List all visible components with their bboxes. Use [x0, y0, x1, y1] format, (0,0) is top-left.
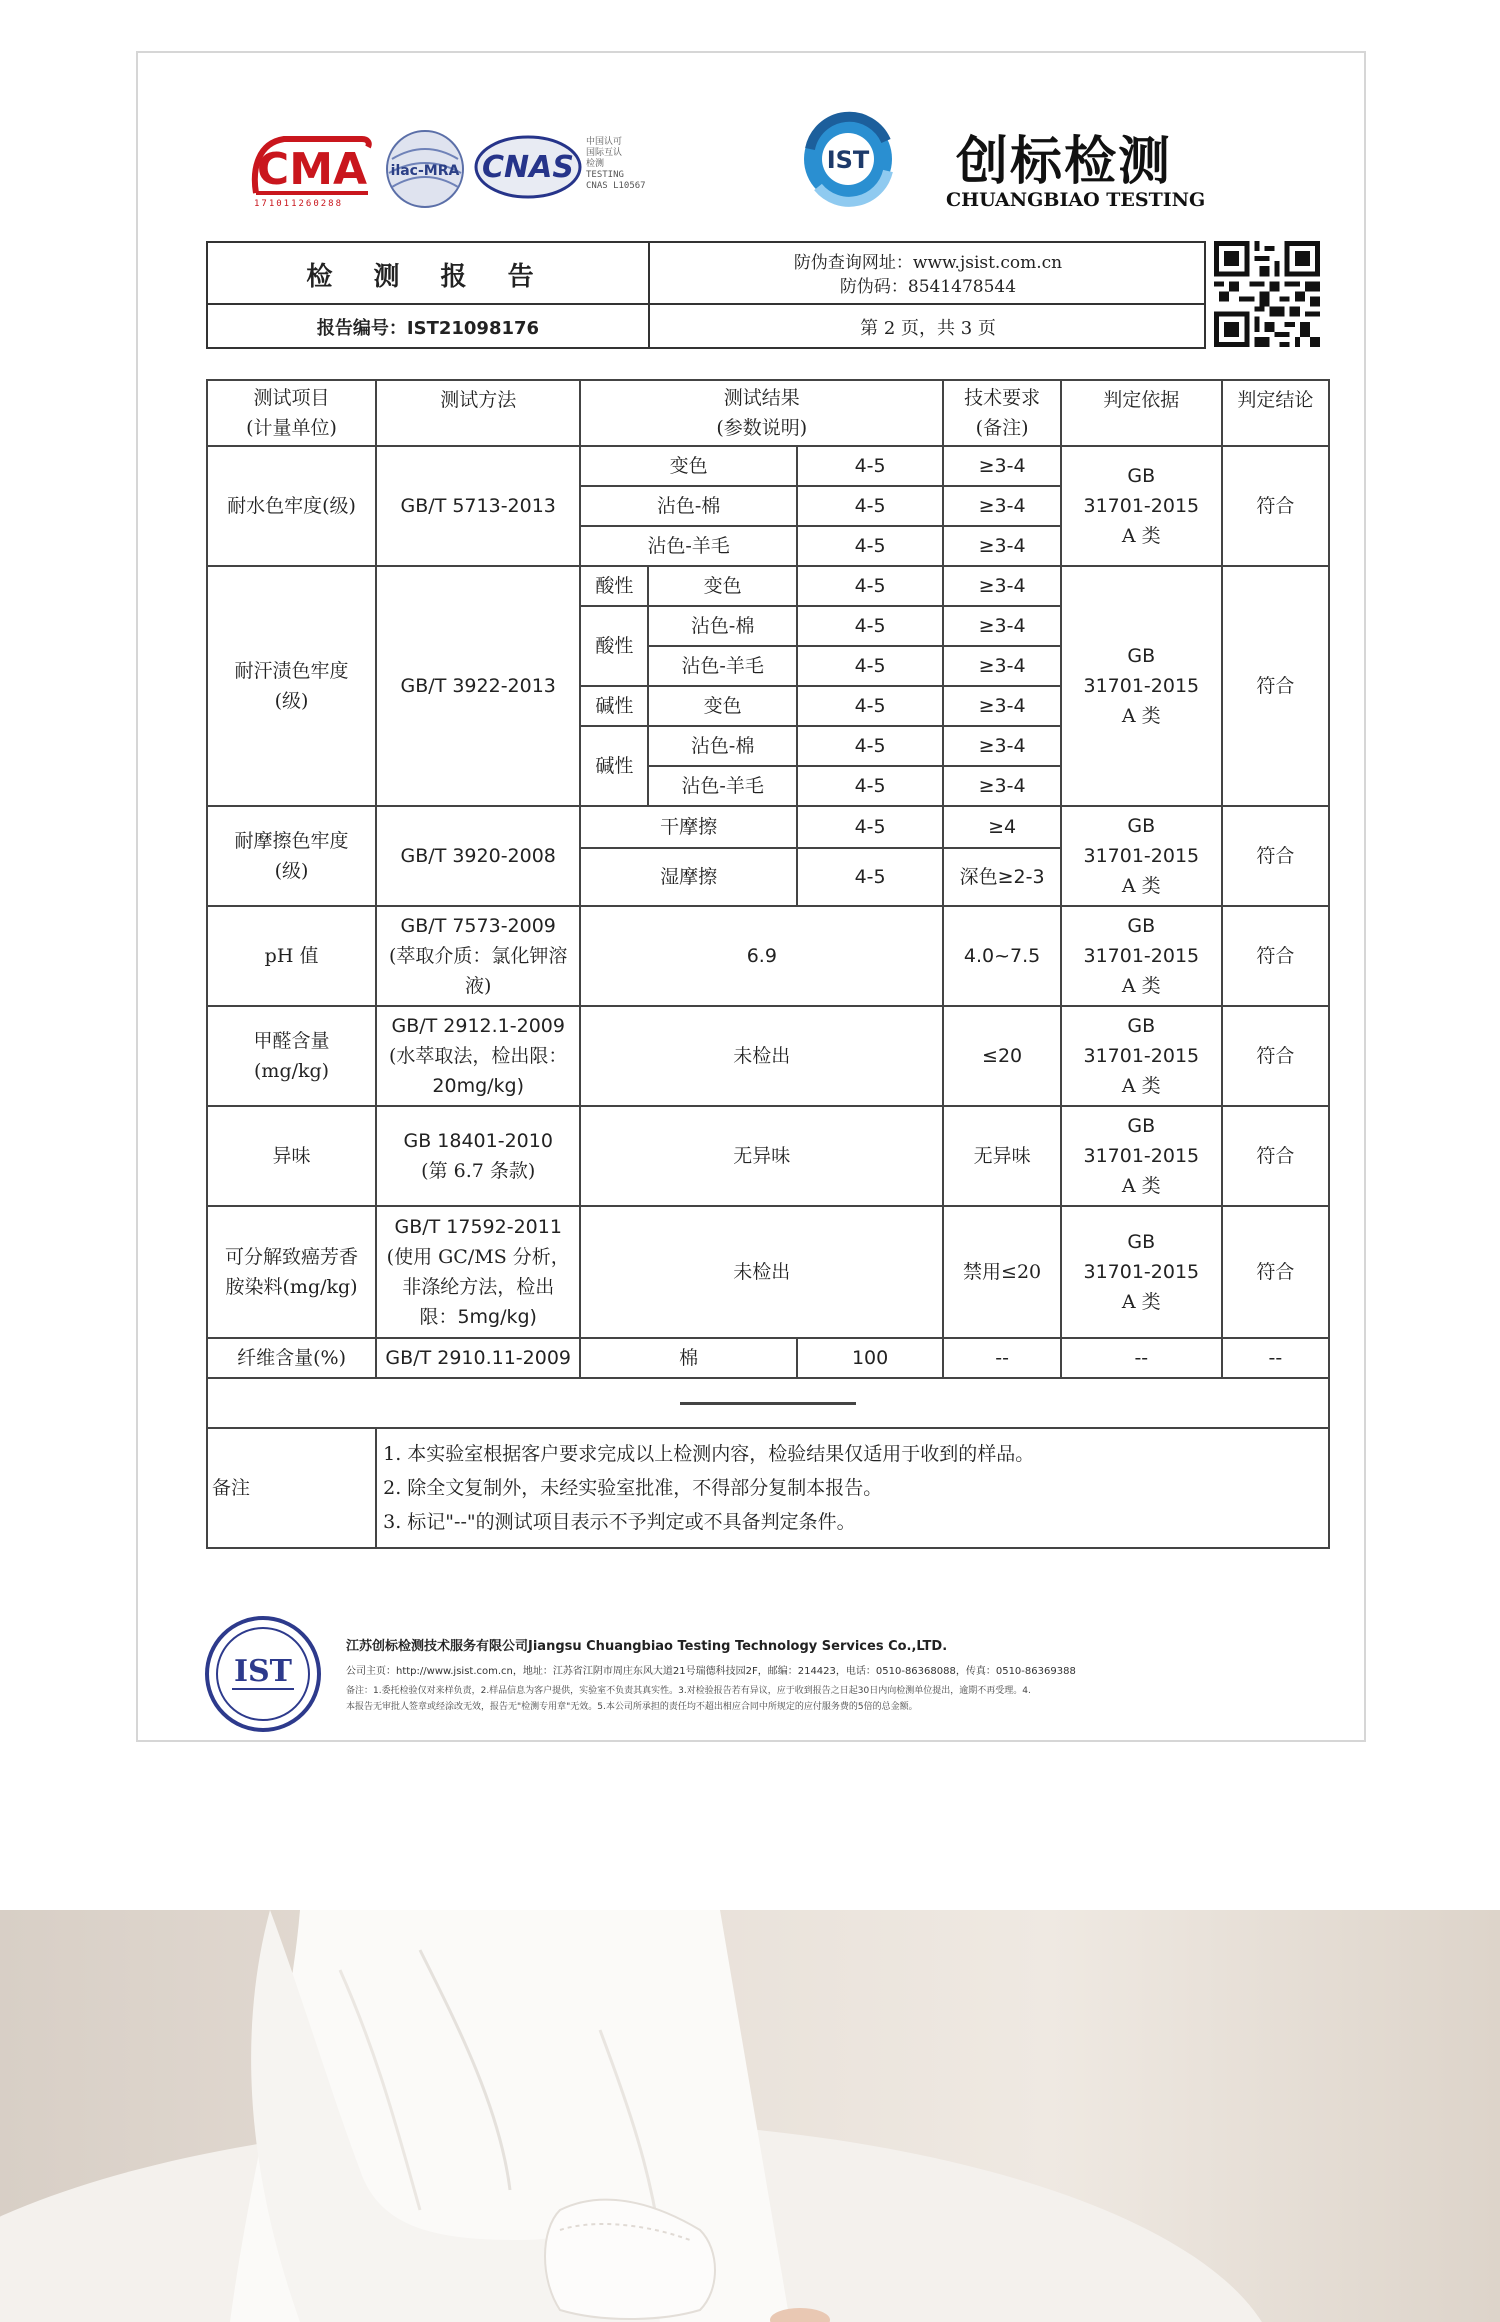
- requirement-cell: ≥3-4: [943, 726, 1061, 766]
- col-basis: 判定依据: [1061, 380, 1222, 446]
- result-name: 变色: [648, 686, 797, 726]
- note-item: 1. 本实验室根据客户要求完成以上检测内容，检验结果仅适用于收到的样品。: [383, 1443, 1035, 1465]
- requirement-cell: --: [943, 1338, 1061, 1378]
- result-value: 未检出: [580, 1006, 943, 1106]
- basis-cell: GB 31701-2015 A 类: [1061, 566, 1222, 806]
- table-row: [207, 806, 1329, 848]
- method-cell: GB/T 17592-2011 (使用 GC/MS 分析， 非涤纶方法，检出 限：5mg/kg): [376, 1206, 580, 1338]
- result-name: 变色: [648, 566, 797, 606]
- requirement-cell: ≥4: [943, 806, 1061, 848]
- result-value: 无异味: [580, 1106, 943, 1206]
- method-cell: GB/T 5713-2013: [376, 446, 580, 566]
- result-value: 4-5: [797, 566, 943, 606]
- table-row: [207, 446, 1329, 486]
- end-of-results-line: [207, 1378, 1329, 1428]
- page-indicator: 第 2 页，共 3 页: [860, 318, 996, 339]
- footer-info: [346, 1635, 1356, 1715]
- cma-logo: [250, 129, 374, 209]
- conclusion-cell: 符合: [1222, 1106, 1329, 1206]
- result-name: 湿摩擦: [580, 848, 797, 906]
- requirement-cell: ≥3-4: [943, 606, 1061, 646]
- col-conclusion: 判定结论: [1222, 380, 1329, 446]
- table-row: [207, 1206, 1329, 1338]
- col-method: 测试方法: [376, 380, 580, 446]
- notes-label: 备注: [207, 1428, 376, 1548]
- anti-fake-info: [650, 247, 1206, 303]
- requirement-cell: ≥3-4: [943, 446, 1061, 486]
- requirement-cell: ≥3-4: [943, 766, 1061, 806]
- result-name: 沾色-棉: [648, 726, 797, 766]
- result-value: 4-5: [797, 486, 943, 526]
- item-cell: 可分解致癌芳香 胺染料(mg/kg): [207, 1206, 376, 1338]
- anti-fake-code: 防伪码：8541478544: [839, 277, 1017, 297]
- alkali-label: 碱性: [580, 726, 648, 806]
- result-name: 干摩擦: [580, 806, 797, 848]
- report-title: 检 测 报 告: [306, 261, 550, 292]
- requirement-cell: ≥3-4: [943, 646, 1061, 686]
- result-value: 4-5: [797, 806, 943, 848]
- requirement-cell: ≥3-4: [943, 566, 1061, 606]
- table-row: [207, 1006, 1329, 1106]
- conclusion-cell: 符合: [1222, 566, 1329, 806]
- conclusion-cell: 符合: [1222, 446, 1329, 566]
- cnas-logo: [474, 133, 582, 201]
- product-photo: [0, 1910, 1500, 2322]
- report-number: 报告编号：IST21098176: [316, 318, 540, 339]
- svg-text:CNAS: CNAS: [482, 150, 574, 185]
- result-value: 4-5: [797, 766, 943, 806]
- notes-content: [376, 1428, 1329, 1548]
- result-name: 沾色-羊毛: [580, 526, 797, 566]
- acid-label: 酸性: [580, 606, 648, 686]
- method-cell: GB/T 3920-2008: [376, 806, 580, 906]
- results-table: [206, 379, 1330, 1549]
- conclusion-cell: 符合: [1222, 906, 1329, 1006]
- basis-cell: --: [1061, 1338, 1222, 1378]
- acid-label: 酸性: [580, 566, 648, 606]
- conclusion-cell: 符合: [1222, 1206, 1329, 1338]
- company-name: 江苏创标检测技术服务有限公司Jiangsu Chuangbiao Testing Technology Services Co.,LTD.: [346, 1639, 948, 1654]
- company-address: 公司主页：http://www.jsist.com.cn，地址：江苏省江阴市周庄东风大道21号瑞德科技园2F，邮编：214423，电话：0510-86368088，传真：0510-86369388: [346, 1666, 1076, 1677]
- header-row: [207, 380, 1329, 446]
- result-value: 4-5: [797, 726, 943, 766]
- col-requirement: 技术要求 (备注): [943, 380, 1061, 446]
- report-title-box: [206, 241, 1206, 349]
- result-name: 棉: [580, 1338, 797, 1378]
- table-row: [207, 1338, 1329, 1378]
- item-cell: pH 值: [207, 906, 376, 1006]
- end-line: [680, 1402, 856, 1405]
- item-cell: 耐汗渍色牢度 (级): [207, 566, 376, 806]
- conclusion-cell: 符合: [1222, 806, 1329, 906]
- report-header: [138, 53, 1364, 233]
- table-row: [207, 906, 1329, 1006]
- basis-cell: GB 31701-2015 A 类: [1061, 906, 1222, 1006]
- result-value: 100: [797, 1338, 943, 1378]
- method-cell: GB/T 2912.1-2009 (水萃取法，检出限： 20mg/kg): [376, 1006, 580, 1106]
- method-cell: GB 18401-2010 (第 6.7 条款): [376, 1106, 580, 1206]
- svg-text:ilac-MRA: ilac-MRA: [390, 163, 460, 179]
- basis-cell: GB 31701-2015 A 类: [1061, 806, 1222, 906]
- brand-name-en: CHUANGBIAO TESTING: [946, 189, 1206, 211]
- method-cell: GB/T 2910.11-2009: [376, 1338, 580, 1378]
- result-value: 4-5: [797, 526, 943, 566]
- ist-seal-logo: [204, 1615, 322, 1733]
- item-cell: 甲醛含量 (mg/kg): [207, 1006, 376, 1106]
- basis-cell: GB 31701-2015 A 类: [1061, 446, 1222, 566]
- col-result: 测试结果 (参数说明): [580, 380, 943, 446]
- table-row: [207, 1106, 1329, 1206]
- footer-remark: 本报告无审批人签章或经涂改无效，报告无"检测专用章"无效。5.本公司所承担的责任均不超出相应合同中所规定的应付服务费的5倍的总金额。: [346, 1702, 918, 1712]
- result-value: 4-5: [797, 446, 943, 486]
- alkali-label: 碱性: [580, 686, 648, 726]
- basis-cell: GB 31701-2015 A 类: [1061, 1206, 1222, 1338]
- brand-name-cn: 创标检测: [956, 132, 1173, 192]
- method-cell: GB/T 3922-2013: [376, 566, 580, 806]
- cma-number: 171011260288: [254, 199, 344, 209]
- result-value: 4-5: [797, 646, 943, 686]
- item-cell: 耐水色牢度(级): [207, 446, 376, 566]
- conclusion-cell: --: [1222, 1338, 1329, 1378]
- requirement-cell: 4.0~7.5: [943, 906, 1061, 1006]
- basis-cell: GB 31701-2015 A 类: [1061, 1006, 1222, 1106]
- requirement-cell: 禁用≤20: [943, 1206, 1061, 1338]
- note-item: 2. 除全文复制外，未经实验室批准，不得部分复制本报告。: [383, 1477, 883, 1499]
- result-name: 变色: [580, 446, 797, 486]
- requirement-cell: ≥3-4: [943, 486, 1061, 526]
- item-cell: 异味: [207, 1106, 376, 1206]
- note-item: 3. 标记"--"的测试项目表示不予判定或不具备判定条件。: [383, 1511, 856, 1533]
- result-value: 4-5: [797, 686, 943, 726]
- result-value: 4-5: [797, 606, 943, 646]
- ist-globe-logo: [796, 109, 900, 209]
- requirement-cell: ≥3-4: [943, 686, 1061, 726]
- result-name: 沾色-棉: [580, 486, 797, 526]
- conclusion-cell: 符合: [1222, 1006, 1329, 1106]
- footer-remark: 备注：1.委托检验仅对来样负责，2.样品信息为客户提供，实验室不负责其真实性。3.对检验报告若有异议，应于收到报告之日起30日内向检测单位提出，逾期不再受理。4.: [346, 1686, 1031, 1696]
- method-cell: GB/T 7573-2009 (萃取介质：氯化钾溶 液): [376, 906, 580, 1006]
- result-name: 沾色-羊毛: [648, 766, 797, 806]
- separator-row: [207, 1378, 1329, 1428]
- ilac-mra-logo: [384, 129, 466, 209]
- col-item: 测试项目 (计量单位): [207, 380, 376, 446]
- result-value: 未检出: [580, 1206, 943, 1338]
- table-row: [207, 566, 1329, 606]
- result-value: 6.9: [580, 906, 943, 1006]
- qr-code: [1214, 241, 1320, 347]
- result-value: 4-5: [797, 848, 943, 906]
- product-photo-illustration: [0, 1910, 1500, 2322]
- svg-text:IST: IST: [826, 146, 870, 174]
- basis-cell: GB 31701-2015 A 类: [1061, 1106, 1222, 1206]
- result-name: 沾色-羊毛: [648, 646, 797, 686]
- requirement-cell: 深色≥2-3: [943, 848, 1061, 906]
- svg-text:CMA: CMA: [256, 144, 368, 195]
- notes-row: [207, 1428, 1329, 1548]
- test-report-page: [136, 51, 1366, 1742]
- requirement-cell: ≤20: [943, 1006, 1061, 1106]
- cnas-caption: 中国认可 国际互认 检测 TESTING CNAS L10567: [586, 137, 646, 191]
- anti-fake-url: 防伪查询网址：www.jsist.com.cn: [793, 253, 1063, 273]
- item-cell: 纤维含量(%): [207, 1338, 376, 1378]
- svg-text:IST: IST: [233, 1654, 293, 1689]
- requirement-cell: ≥3-4: [943, 526, 1061, 566]
- result-name: 沾色-棉: [648, 606, 797, 646]
- requirement-cell: 无异味: [943, 1106, 1061, 1206]
- item-cell: 耐摩擦色牢度 (级): [207, 806, 376, 906]
